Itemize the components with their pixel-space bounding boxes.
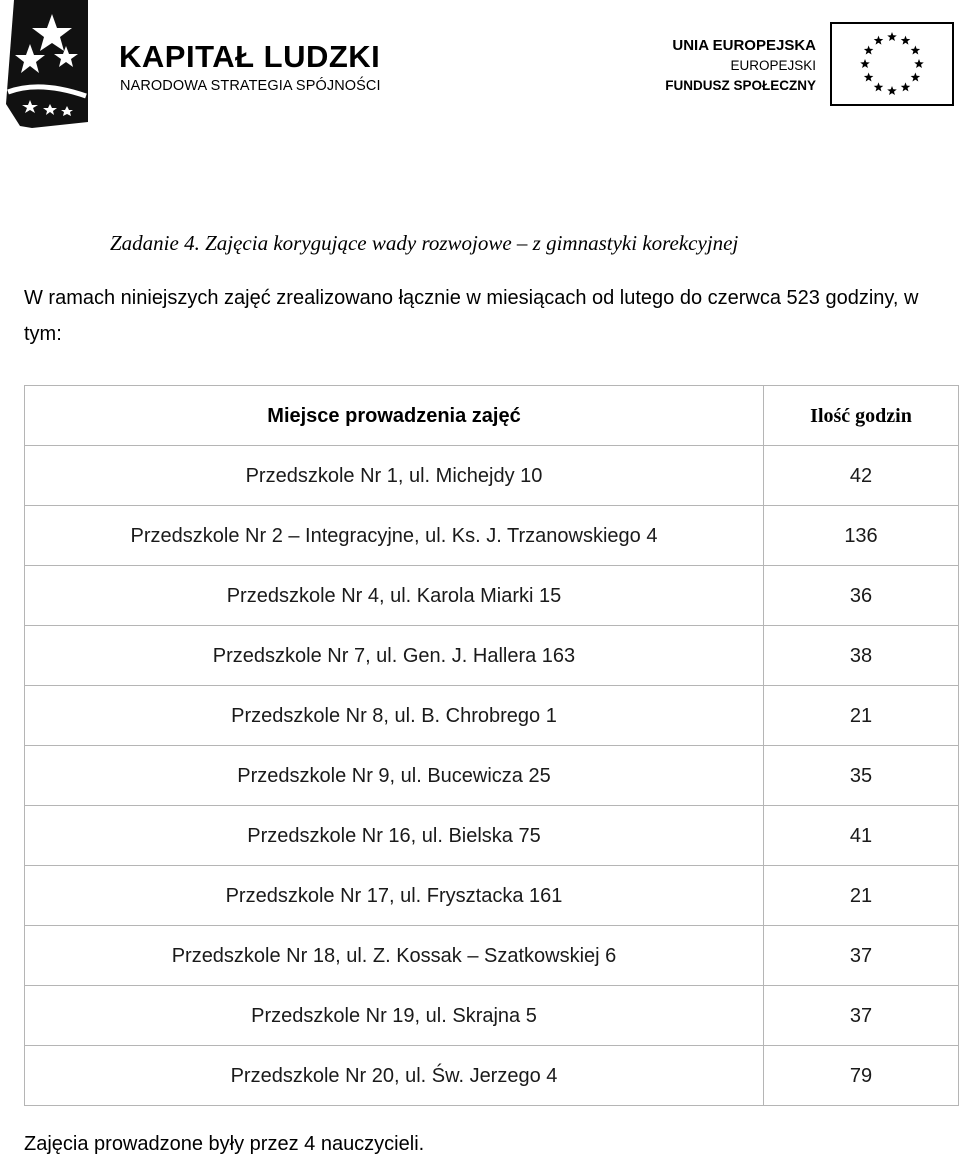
- cell-hours: 37: [764, 926, 959, 986]
- logo-title: KAPITAŁ LUDZKI: [119, 39, 381, 74]
- cell-hours: 36: [764, 566, 959, 626]
- table-row: [25, 686, 959, 746]
- eu-flag-icon: [830, 22, 954, 106]
- cell-hours: 42: [764, 446, 959, 506]
- header-place: Miejsce prowadzenia zajęć: [25, 386, 764, 446]
- table-row: [25, 986, 959, 1046]
- table-header-row: [25, 386, 959, 446]
- cell-place: Przedszkole Nr 17, ul. Frysztacka 161: [25, 866, 764, 926]
- table-row: [25, 926, 959, 986]
- cell-place: Przedszkole Nr 19, ul. Skrajna 5: [25, 986, 764, 1046]
- table-row: [25, 746, 959, 806]
- page-header: [0, 0, 960, 130]
- eu-line-1: UNIA EUROPEJSKA: [672, 37, 816, 54]
- cell-place: Przedszkole Nr 7, ul. Gen. J. Hallera 163: [25, 626, 764, 686]
- cell-place: Przedszkole Nr 1, ul. Michejdy 10: [25, 446, 764, 506]
- table-row: [25, 566, 959, 626]
- hours-table: [24, 385, 959, 1106]
- logo-subtitle: NARODOWA STRATEGIA SPÓJNOŚCI: [120, 78, 381, 94]
- cell-place: Przedszkole Nr 20, ul. Św. Jerzego 4: [25, 1046, 764, 1106]
- cell-place: Przedszkole Nr 2 – Integracyjne, ul. Ks. J. Trzanowskiego 4: [25, 506, 764, 566]
- header-hours: Ilość godzin: [764, 386, 959, 446]
- cell-hours: 79: [764, 1046, 959, 1106]
- table-row: [25, 806, 959, 866]
- cell-hours: 35: [764, 746, 959, 806]
- cell-hours: 37: [764, 986, 959, 1046]
- intro-paragraph: W ramach niniejszych zajęć zrealizowano łącznie w miesiącach od lutego do czerwca 523 godziny, w tym:: [24, 287, 919, 345]
- table-row: [25, 506, 959, 566]
- cell-place: Przedszkole Nr 8, ul. B. Chrobrego 1: [25, 686, 764, 746]
- eu-line-2: EUROPEJSKI: [730, 58, 816, 73]
- cell-hours: 41: [764, 806, 959, 866]
- cell-hours: 21: [764, 866, 959, 926]
- cell-hours: 21: [764, 686, 959, 746]
- table-row: [25, 866, 959, 926]
- cell-place: Przedszkole Nr 9, ul. Bucewicza 25: [25, 746, 764, 806]
- table-row: [25, 446, 959, 506]
- footer-note: Zajęcia prowadzone były przez 4 nauczycieli.: [24, 1133, 425, 1155]
- cell-place: Przedszkole Nr 18, ul. Z. Kossak – Szatkowskiej 6: [25, 926, 764, 986]
- eu-line-3: FUNDUSZ SPOŁECZNY: [665, 78, 816, 93]
- eu-logo-text: [648, 36, 816, 96]
- cell-hours: 38: [764, 626, 959, 686]
- cell-place: Przedszkole Nr 4, ul. Karola Miarki 15: [25, 566, 764, 626]
- cell-place: Przedszkole Nr 16, ul. Bielska 75: [25, 806, 764, 866]
- cell-hours: 136: [764, 506, 959, 566]
- kapital-ludzki-logo-icon: [0, 0, 100, 128]
- task-title: Zadanie 4. Zajęcia korygujące wady rozwojowe – z gimnastyki korekcyjnej: [110, 231, 739, 255]
- table-row: [25, 626, 959, 686]
- table-row: [25, 1046, 959, 1106]
